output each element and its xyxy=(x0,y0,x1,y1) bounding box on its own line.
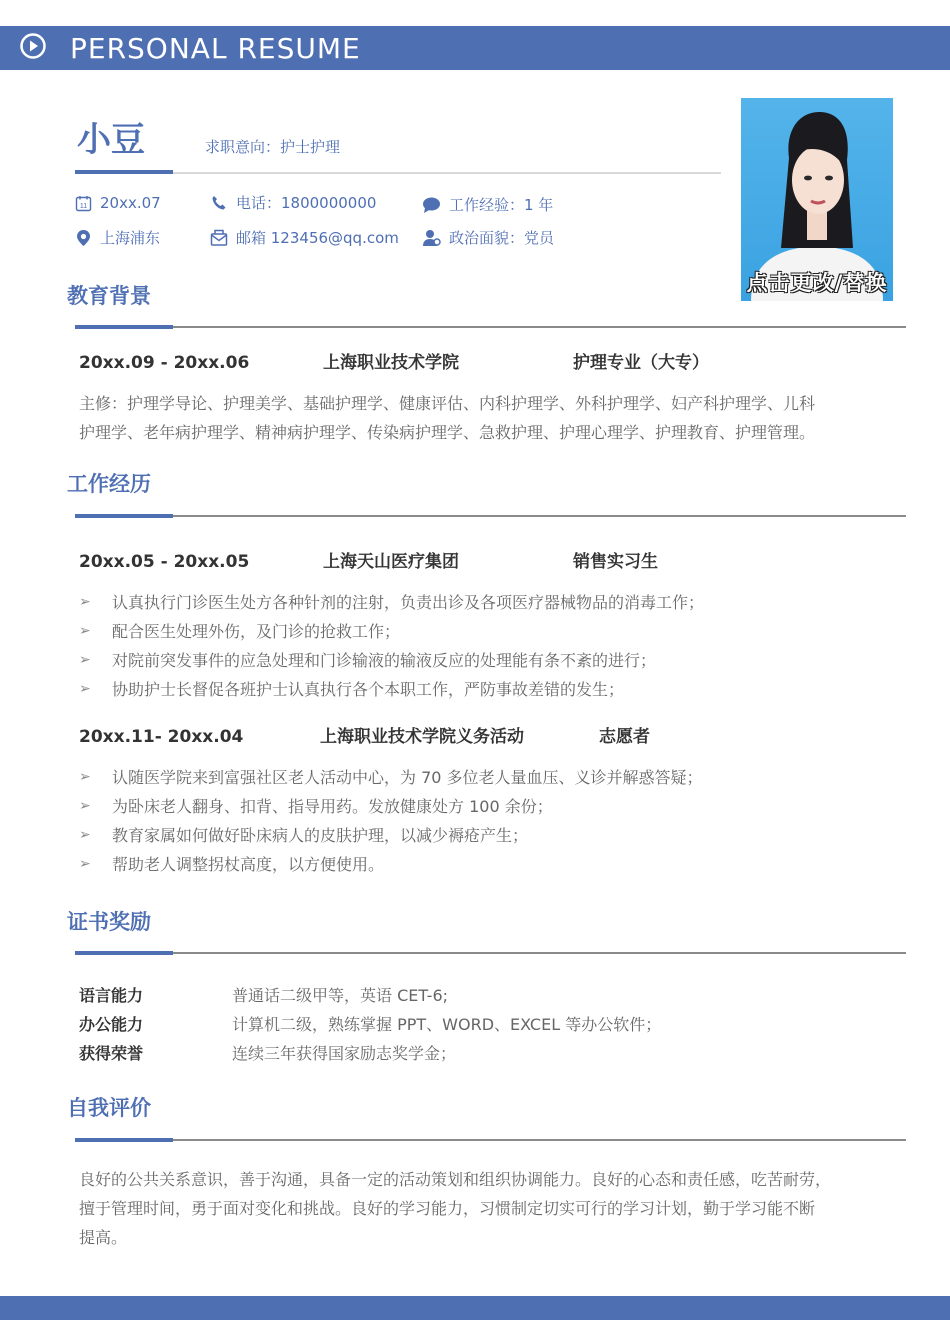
edu-courses-line1: 主修：护理学导论、护理美学、基础护理学、健康评估、内科护理学、外科护理学、妇产科护理学、儿科 xyxy=(79,394,816,413)
profile-photo[interactable] xyxy=(741,98,893,301)
self-title: 自我评价 xyxy=(67,1096,151,1120)
arrow-bullet-icon: ➢ xyxy=(79,681,91,697)
arrow-bullet-icon: ➢ xyxy=(79,856,91,872)
cert-label-honors: 获得荣誉 xyxy=(79,1044,144,1063)
edu-major: 护理专业（大专） xyxy=(573,353,709,373)
certs-title: 证书奖励 xyxy=(67,910,151,934)
self-rule xyxy=(75,1139,906,1141)
certs-accent xyxy=(75,951,173,955)
resume-title: PERSONAL RESUME xyxy=(70,32,361,65)
education-rule xyxy=(75,326,906,328)
edu-period: 20xx.09 - 20xx.06 xyxy=(79,353,250,373)
arrow-bullet-icon: ➢ xyxy=(79,652,91,668)
job1-bullets xyxy=(79,588,899,704)
list-item: ➢ 认真执行门诊医生处方各种针剂的注射，负责出诊及各项医疗器械物品的消毒工作； xyxy=(79,588,899,617)
location-info xyxy=(75,228,160,248)
location-value: 上海浦东 xyxy=(100,229,161,247)
list-item: ➢ 教育家属如何做好卧床病人的皮肤护理，以减少褥疮产生； xyxy=(79,821,899,850)
person-icon xyxy=(422,229,441,247)
edu-courses-line2: 护理学、老年病护理学、精神病护理学、传染病护理学、急救护理、护理心理学、护理教育、护理管理。 xyxy=(79,423,816,442)
edu-school: 上海职业技术学院 xyxy=(323,353,459,373)
job1-org: 上海天山医疗集团 xyxy=(323,552,459,572)
arrow-bullet-icon: ➢ xyxy=(79,623,91,639)
play-circle-icon xyxy=(20,33,46,59)
email-value: 邮箱 123456@qq.com xyxy=(236,229,399,247)
phone-info xyxy=(210,193,376,213)
education-title: 教育背景 xyxy=(67,284,151,308)
job-objective: 求职意向：护士护理 xyxy=(205,138,341,156)
self-line2: 擅于管理时间，勇于面对变化和挑战。良好的学习能力，习惯制定切实可行的学习计划，勤于学习能不断 xyxy=(79,1199,816,1218)
experience-info xyxy=(422,195,553,215)
experience-value: 工作经验：1 年 xyxy=(449,196,554,214)
job2-bullets xyxy=(79,763,899,879)
cert-label-language: 语言能力 xyxy=(79,986,144,1005)
politics-info xyxy=(422,228,554,248)
chat-icon xyxy=(422,196,441,214)
cert-value-honors: 连续三年获得国家励志奖学金； xyxy=(232,1044,457,1063)
politics-value: 政治面貌：党员 xyxy=(449,229,555,247)
job2-role: 志愿者 xyxy=(599,727,650,747)
calendar-icon xyxy=(75,195,92,212)
work-title: 工作经历 xyxy=(67,472,151,496)
certs-rule xyxy=(75,952,906,954)
job1-period: 20xx.05 - 20xx.05 xyxy=(79,552,250,572)
name-accent xyxy=(75,170,173,174)
location-icon xyxy=(75,229,92,247)
arrow-bullet-icon: ➢ xyxy=(79,827,91,843)
arrow-bullet-icon: ➢ xyxy=(79,798,91,814)
footer-bar xyxy=(0,1296,950,1320)
cert-value-language: 普通话二级甲等，英语 CET-6; xyxy=(232,986,449,1005)
mail-icon xyxy=(210,229,228,247)
arrow-bullet-icon: ➢ xyxy=(79,594,91,610)
svg-text:11: 11 xyxy=(79,202,88,210)
job1-role: 销售实习生 xyxy=(573,552,658,572)
work-rule xyxy=(75,515,906,517)
self-line1: 良好的公共关系意识，善于沟通，具备一定的活动策划和组织协调能力。良好的心态和责任感，吃苦耐劳， xyxy=(79,1170,832,1189)
list-item: ➢ 协助护士长督促各班护士认真执行各个本职工作，严防事故差错的发生； xyxy=(79,675,899,704)
arrow-bullet-icon: ➢ xyxy=(79,769,91,785)
candidate-name: 小豆 xyxy=(77,120,145,160)
list-item: ➢ 认随医学院来到富强社区老人活动中心，为 70 多位老人量血压、义诊并解惑答疑； xyxy=(79,763,899,792)
list-item: ➢ 配合医生处理外伤，及门诊的抢救工作； xyxy=(79,617,899,646)
cert-value-office: 计算机二级，熟练掌握 PPT、WORD、EXCEL 等办公软件； xyxy=(232,1015,662,1034)
job2-period: 20xx.11- 20xx.04 xyxy=(79,727,244,747)
job2-org: 上海职业技术学院义务活动 xyxy=(320,727,524,747)
work-accent xyxy=(75,514,173,518)
education-accent xyxy=(75,325,173,329)
self-line3: 提高。 xyxy=(79,1228,128,1247)
photo-replace-caption[interactable]: 点击更改/替换 xyxy=(746,271,888,295)
cert-label-office: 办公能力 xyxy=(79,1015,144,1034)
phone-value: 电话：1800000000 xyxy=(236,194,377,212)
birth-value: 20xx.07 xyxy=(100,194,161,212)
header-banner xyxy=(0,26,950,70)
phone-icon xyxy=(210,194,228,212)
email-info xyxy=(210,228,399,248)
self-accent xyxy=(75,1138,173,1142)
list-item: ➢ 对院前突发事件的应急处理和门诊输液的输液反应的处理能有条不紊的进行； xyxy=(79,646,899,675)
birth-info xyxy=(75,193,161,213)
list-item: ➢ 帮助老人调整拐杖高度，以方便使用。 xyxy=(79,850,899,879)
list-item: ➢ 为卧床老人翻身、扣背、指导用药。发放健康处方 100 余份； xyxy=(79,792,899,821)
